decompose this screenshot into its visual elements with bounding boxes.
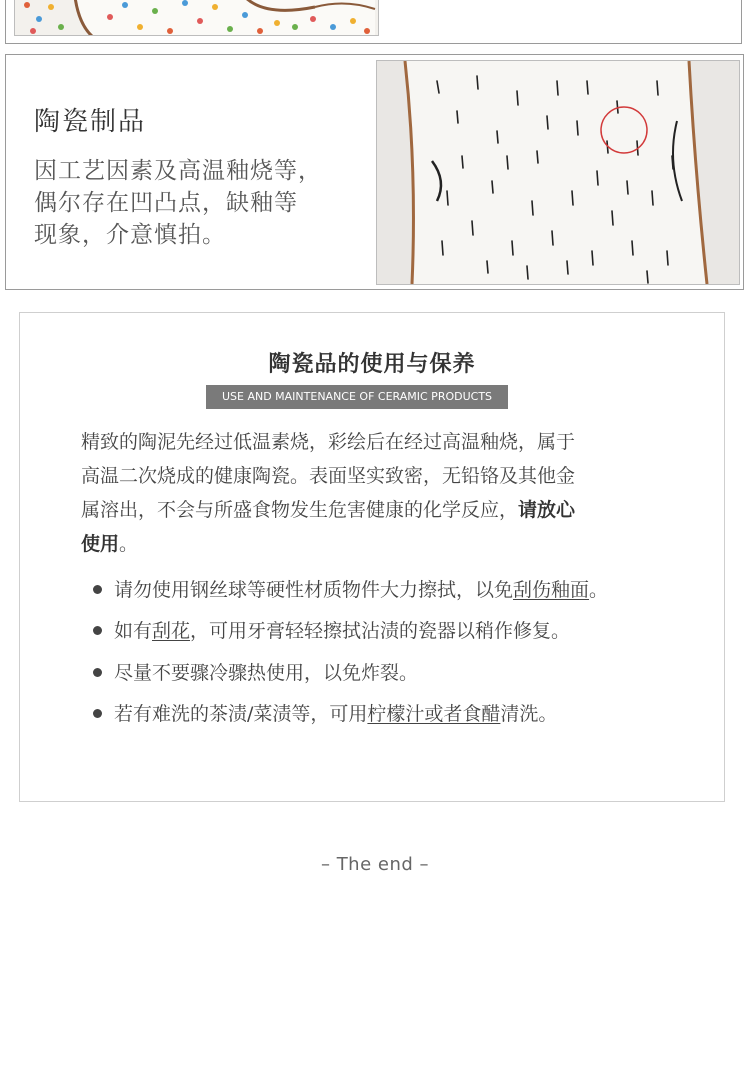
bullet-dot-icon xyxy=(93,709,102,718)
dotted-plate-illustration xyxy=(15,0,379,36)
paragraph-text: 属溶出，不会与所盛食物发生危害健康的化学反应， xyxy=(81,499,519,521)
tip-text: 尽量不要骤冷骤热使用，以免炸裂。 xyxy=(114,662,419,684)
tip-text: 如有 xyxy=(114,620,153,642)
tip-underlined-text: 刮伤釉面 xyxy=(513,579,590,601)
ceramic-notice-panel xyxy=(5,54,744,290)
ceramic-desc-line: 现象，介意慎拍。 xyxy=(34,222,226,248)
tip-text: 。 xyxy=(589,579,609,601)
tip-text: ，可用牙膏轻轻擦拭沾渍的瓷器以稍作修复。 xyxy=(190,620,571,642)
care-tip-item xyxy=(93,616,570,646)
ceramic-title: 陶瓷制品 xyxy=(34,107,147,137)
usage-title: 陶瓷品的使用与保养 xyxy=(268,352,476,377)
bullet-dot-icon xyxy=(93,626,102,635)
tip-text: 清洗。 xyxy=(500,703,558,725)
bullet-dot-icon xyxy=(93,585,102,594)
top-product-panel xyxy=(5,0,742,44)
care-tip-item xyxy=(93,575,608,605)
bullet-dot-icon xyxy=(93,668,102,677)
tip-underlined-text: 柠檬汁或者食醋 xyxy=(367,703,501,725)
paragraph-text: 。 xyxy=(119,533,139,555)
ceramic-desc-line: 因工艺因素及高温釉烧等， xyxy=(34,158,322,184)
paragraph-emphasis: 请放心 xyxy=(518,499,576,521)
dotted-plate-photo xyxy=(14,0,379,36)
usage-maintenance-box xyxy=(19,312,725,802)
ceramic-description xyxy=(34,155,354,251)
tip-underlined-text: 刮花 xyxy=(152,620,191,642)
ceramic-glaze-illustration xyxy=(377,61,739,284)
end-marker: – The end – xyxy=(320,854,430,875)
tip-text: 若有难洗的茶渍/菜渍等，可用 xyxy=(114,703,368,725)
paragraph-line xyxy=(81,493,681,527)
paragraph-line xyxy=(81,527,681,561)
care-tip-item xyxy=(93,658,418,688)
usage-subtitle-banner: USE AND MAINTENANCE OF CERAMIC PRODUCTS xyxy=(206,385,508,409)
ceramic-desc-line: 偶尔存在凹凸点，缺釉等 xyxy=(34,190,298,216)
paragraph-line: 精致的陶泥先经过低温素烧，彩绘后在经过高温釉烧，属于 xyxy=(81,431,576,453)
care-tip-item xyxy=(93,699,557,729)
paragraph-line: 高温二次烧成的健康陶瓷。表面坚实致密，无铅铬及其他金 xyxy=(81,465,576,487)
ceramic-closeup-photo xyxy=(376,60,740,285)
paragraph-emphasis: 使用 xyxy=(81,533,120,555)
usage-paragraph xyxy=(81,425,681,561)
tip-text: 请勿使用钢丝球等硬性材质物件大力擦拭，以免 xyxy=(114,579,514,601)
